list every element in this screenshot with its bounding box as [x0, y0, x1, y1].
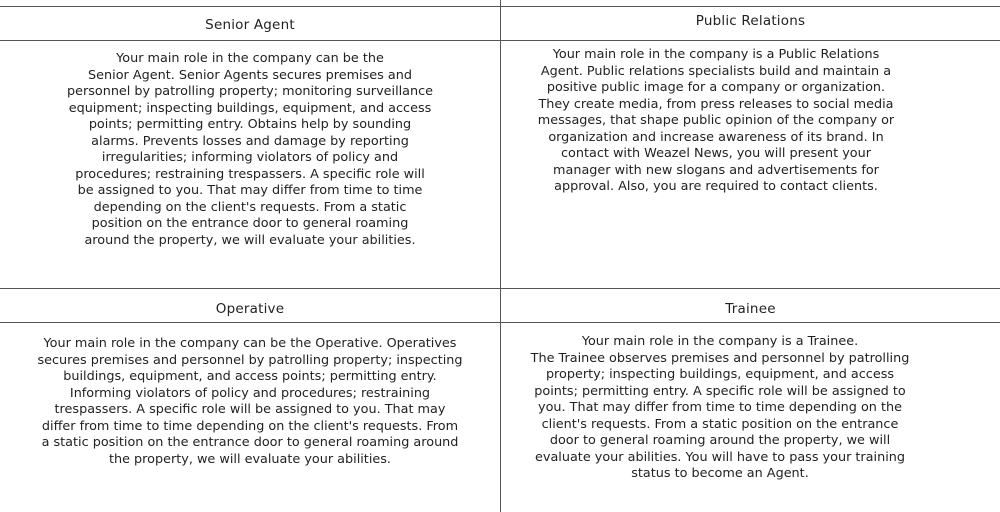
role-description-trainee: Your main role in the company is a Trainee. The Trainee observes premises and personnel by patrolling property; inspecting buildings, equipment, and access points; permitting entry. A specific role will be assigned to you. That may differ from time to time depending on the client's requests. From a static position on the entrance door to general roaming around the property, we will evaluate your abilities. You will have to pass your training status to become an Agent.: [530, 334, 910, 481]
role-description-public-relations: Your main role in the company is a Public Relations Agent. Public relations specialists build and maintain a positive public image for a company or organization. They create media, from press releases to social media messages, that shape public opinion of the company or organization and increase awareness of its brand. In contact with Weazel News, you will present your manager with new slogans and advertisements for approval. Also, you are required to contact clients.: [537, 47, 895, 194]
role-description-operative: Your main role in the company can be the Operative. Operatives secures premises and personnel by patrolling property; inspecting buildings, equipment, and access points; permitting entry. Informing violators of policy and procedures; restraining trespassers. A specific role will be assigned to you. That may differ from time to time depending on the client's requests. From a static position on the entrance door to general roaming around the property, we will evaluate your abilities.: [37, 336, 463, 467]
role-description-senior-agent: Your main role in the company can be the Senior Agent. Senior Agents secures premises and personnel by patrolling property; monitoring surveillance equipment; inspecting buildings, equipment, and access points; permitting entry. Obtains help by sounding alarms. Prevents losses and damage by reporting irregularities; informing violators of policy and procedures; restraining trespassers. A specific role will be assigned to you. That may differ from time to time depending on the client's requests. From a static position on the entrance door to general roaming around the property, we will evaluate your abilities.: [66, 51, 434, 248]
role-title-operative: Operative: [215, 301, 285, 317]
role-title-public-relations: Public Relations: [695, 13, 806, 29]
role-title-senior-agent: Senior Agent: [205, 17, 295, 33]
role-title-trainee: Trainee: [725, 301, 776, 317]
